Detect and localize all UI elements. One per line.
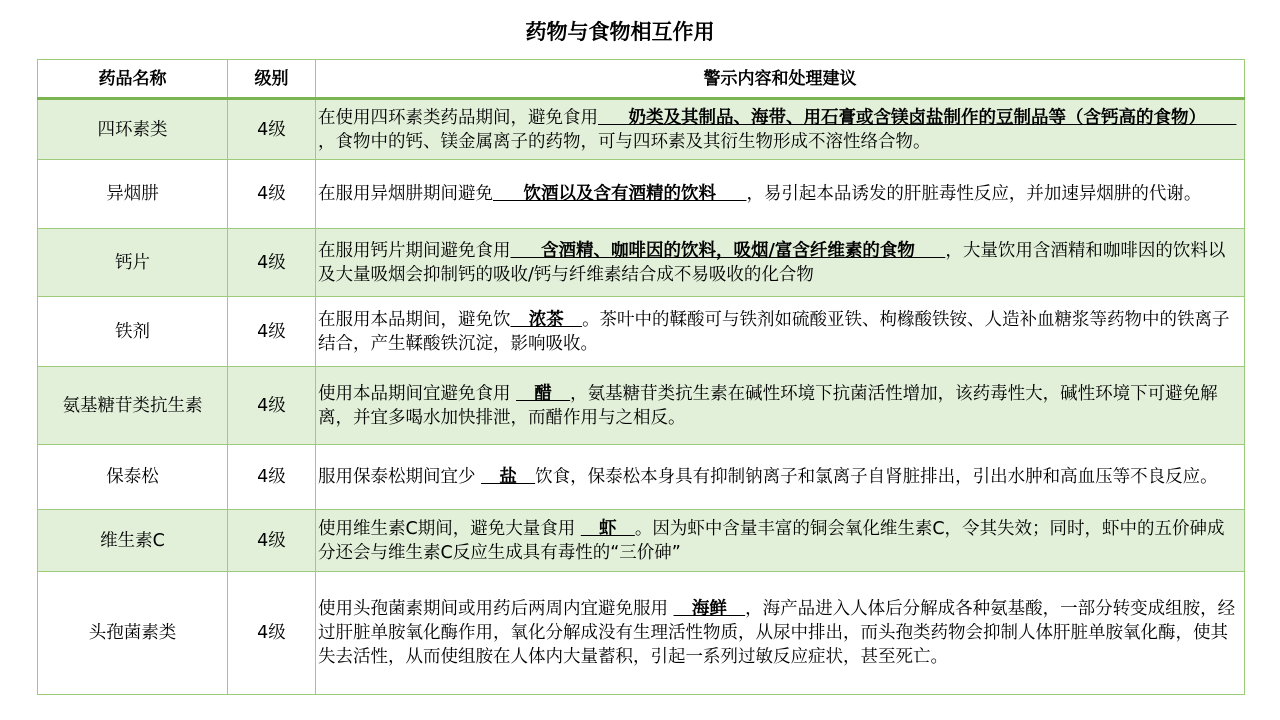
key-food: 奶类及其制品、海带、用石膏或含镁卤盐制作的豆制品等（含钙高的食物）	[598, 107, 1237, 128]
drug-name-cell: 头孢菌素类	[38, 572, 228, 695]
header-row	[38, 60, 1245, 99]
key-food: 浓茶	[510, 309, 583, 330]
advice-text: 使用本品期间宜避免食用	[318, 383, 517, 404]
table-row	[38, 99, 1245, 160]
key-food: 海鲜	[673, 599, 746, 619]
advice-text: 服用保泰松期间宜少	[318, 467, 482, 487]
advice-text: 。茶叶中的鞣酸可与铁剂如硫酸亚铁、枸橼酸铁铵、人造补血糖浆等药物中的铁离子结合，产生鞣酸铁沉淀，影响吸收。	[318, 309, 1230, 354]
drug-name-cell: 钙片	[38, 229, 228, 297]
advice-text: 在服用异烟肼期间避免	[318, 184, 493, 204]
drug-name-cell: 铁剂	[38, 297, 228, 367]
advice-text: 使用维生素C期间，避免大量食用	[318, 518, 581, 539]
header-advice: 警示内容和处理建议	[316, 60, 1245, 99]
table-row	[38, 160, 1245, 229]
table-row	[38, 229, 1245, 297]
header-drug-name: 药品名称	[38, 60, 228, 99]
key-food: 盐	[481, 467, 536, 487]
key-food: 醋	[516, 383, 571, 404]
advice-cell	[316, 160, 1245, 229]
advice-text: 在服用钙片期间避免食用	[318, 240, 511, 261]
table-row	[38, 297, 1245, 367]
level-cell: 4级	[228, 160, 316, 229]
advice-text: ，易引起本品诱发的肝脏毒性反应，并加速异烟肼的代谢。	[746, 184, 1202, 204]
advice-text: 在服用本品期间，避免饮	[318, 309, 511, 330]
advice-text: 使用头孢菌素期间或用药后两周内宜避免服用	[318, 599, 674, 619]
advice-text: 。因为虾中含量丰富的铜会氧化维生素C，令其失效；同时，虾中的五价砷成分还会与维生素C反应生成具有毒性的“三价砷”	[318, 518, 1225, 563]
key-food: 含酒精、咖啡因的饮料，吸烟/富含纤维素的食物	[510, 240, 946, 261]
level-cell: 4级	[228, 367, 316, 445]
level-cell: 4级	[228, 229, 316, 297]
advice-cell	[316, 510, 1245, 572]
advice-text: 在使用四环素类药品期间，避免食用	[318, 107, 598, 128]
advice-cell	[316, 297, 1245, 367]
level-cell: 4级	[228, 99, 316, 160]
drug-name-cell: 保泰松	[38, 445, 228, 510]
drug-food-table	[37, 59, 1245, 695]
advice-cell	[316, 229, 1245, 297]
level-cell: 4级	[228, 510, 316, 572]
level-cell: 4级	[228, 572, 316, 695]
advice-cell	[316, 445, 1245, 510]
drug-name-cell: 氨基糖苷类抗生素	[38, 367, 228, 445]
advice-text: ，氨基糖苷类抗生素在碱性环境下抗菌活性增加，该药毒性大，碱性环境下可避免解离，并宜多喝水加快排泄，而醋作用与之相反。	[318, 383, 1218, 428]
advice-cell	[316, 367, 1245, 445]
drug-name-cell: 异烟肼	[38, 160, 228, 229]
advice-cell	[316, 572, 1245, 695]
table-row	[38, 572, 1245, 695]
header-level: 级别	[228, 60, 316, 99]
advice-text: ，大量饮用含酒精和咖啡因的饮料以及大量吸烟会抑制钙的吸收/钙与纤维素结合成不易吸收的化合物	[318, 240, 1226, 285]
page-title: 药物与食物相互作用	[525, 20, 715, 44]
advice-text: ，海产品进入人体后分解成各种氨基酸，一部分转变成组胺，经过肝脏单胺氧化酶作用，氧化分解成没有生理活性物质，从尿中排出，而头孢类药物会抑制人体肝脏单胺氧化酶，使其失去活性，从而使组胺在人体内大量蓄积，引起一系列过敏反应症状，甚至死亡。	[318, 599, 1236, 667]
advice-text: ，食物中的钙、镁金属离子的药物，可与四环素及其衍生物形成不溶性络合物。	[318, 131, 931, 152]
table-row	[38, 510, 1245, 572]
drug-name-cell: 维生素C	[38, 510, 228, 572]
drug-name-cell: 四环素类	[38, 99, 228, 160]
table-row	[38, 367, 1245, 445]
key-food: 虾	[580, 518, 635, 539]
advice-cell	[316, 99, 1245, 160]
advice-text: 饮食，保泰松本身具有抑制钠离子和氯离子自肾脏排出，引出水肿和高血压等不良反应。	[535, 467, 1218, 487]
level-cell: 4级	[228, 445, 316, 510]
table-row	[38, 445, 1245, 510]
key-food: 饮酒以及含有酒精的饮料	[493, 184, 747, 204]
level-cell: 4级	[228, 297, 316, 367]
